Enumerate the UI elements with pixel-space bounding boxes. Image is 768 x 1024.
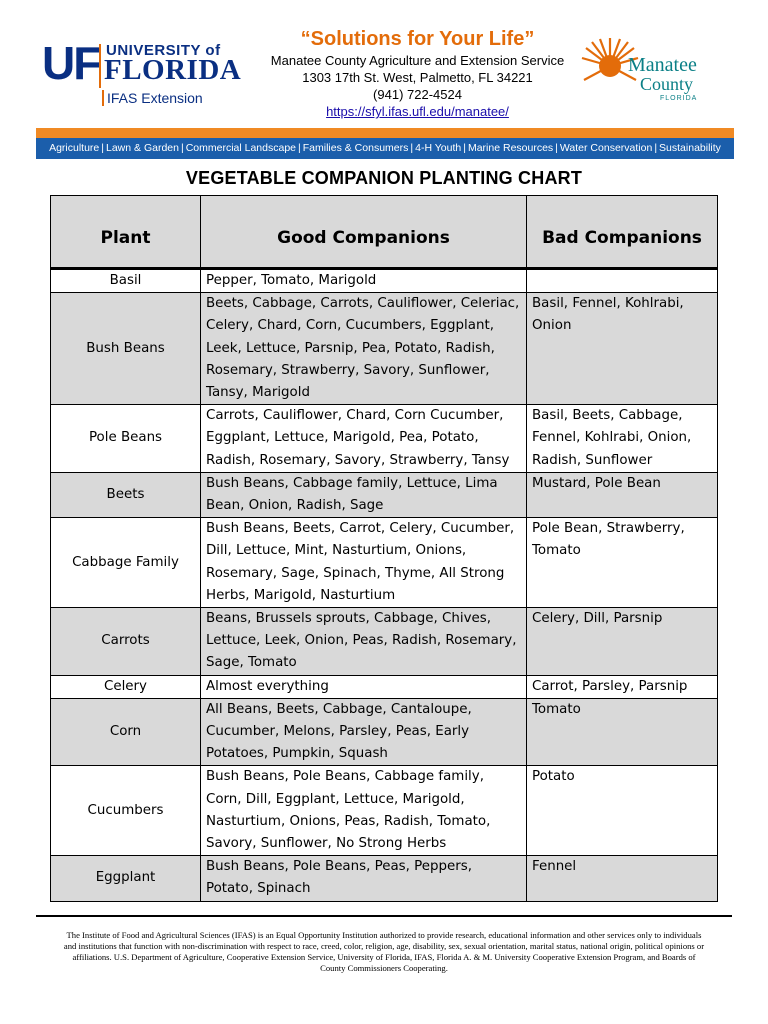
manatee-county-logo xyxy=(580,36,710,110)
office-name: Manatee County Agriculture and Extension Service xyxy=(270,53,565,68)
good-companions-cell: Pepper, Tomato, Marigold xyxy=(201,269,527,293)
nav-separator: | xyxy=(101,142,104,154)
bad-companions-cell: Celery, Dill, Parsnip xyxy=(527,608,718,676)
office-website-link[interactable]: https://sfyl.ifas.ufl.edu/manatee/ xyxy=(326,104,509,119)
good-companions-cell: Beets, Cabbage, Carrots, Cauliflower, Celeriac, Celery, Chard, Corn, Cucumbers, Eggplant, Leek, Lettuce, Parsnip, Pea, Potato, Radish, Rosemary, Strawberry, Savory, Sunflower, Tansy, Marigold xyxy=(201,293,527,405)
table-row xyxy=(51,766,718,856)
office-info xyxy=(255,26,580,120)
nav-separator: | xyxy=(410,142,414,154)
bad-companions-cell: Potato xyxy=(527,766,718,856)
bad-companions-cell: Carrot, Parsley, Parsnip xyxy=(527,675,718,698)
plant-cell: Bush Beans xyxy=(51,293,201,405)
table-row xyxy=(51,608,718,676)
program-nav-bar xyxy=(36,128,734,159)
table-row xyxy=(51,293,718,405)
county-logo-county: County xyxy=(640,74,694,94)
plant-cell: Eggplant xyxy=(51,856,201,901)
good-companions-cell: Bush Beans, Pole Beans, Cabbage family, Corn, Dill, Eggplant, Lettuce, Marigold, Nasturtium, Onions, Peas, Radish, Tomato, Savory, Sunflower, No Strong Herbs xyxy=(201,766,527,856)
nav-separator: | xyxy=(654,142,658,154)
uf-logo-divider xyxy=(99,44,101,88)
plant-cell: Basil xyxy=(51,269,201,293)
nav-separator: | xyxy=(298,142,301,154)
table-row xyxy=(51,518,718,608)
bad-companions-cell: Basil, Beets, Cabbage, Fennel, Kohlrabi, Onion, Radish, Sunflower xyxy=(527,405,718,473)
table-row xyxy=(51,698,718,766)
nav-separator: | xyxy=(555,142,558,154)
plant-cell: Cabbage Family xyxy=(51,518,201,608)
nav-item[interactable]: Sustainability xyxy=(659,142,721,154)
plant-cell: Carrots xyxy=(51,608,201,676)
uf-monogram: UF xyxy=(42,37,100,89)
plant-cell: Corn xyxy=(51,698,201,766)
nav-item[interactable]: Water Conservation xyxy=(559,142,653,154)
nav-item[interactable]: Commercial Landscape xyxy=(185,142,297,154)
bad-companions-cell: Mustard, Pole Bean xyxy=(527,472,718,517)
nav-separator: | xyxy=(180,142,184,154)
good-companions-cell: All Beans, Beets, Cabbage, Cantaloupe, Cucumber, Melons, Parsley, Peas, Early Potatoes, Pumpkin, Squash xyxy=(201,698,527,766)
table-header-row xyxy=(51,196,718,269)
nav-item[interactable]: Agriculture xyxy=(49,142,100,154)
good-companions-cell: Carrots, Cauliflower, Chard, Corn Cucumber, Eggplant, Lettuce, Marigold, Pea, Potato, Radish, Rosemary, Savory, Strawberry, Tansy xyxy=(201,405,527,473)
nav-accent-stripe xyxy=(36,128,734,138)
plant-cell: Celery xyxy=(51,675,201,698)
table-row xyxy=(51,472,718,517)
nav-item[interactable]: Marine Resources xyxy=(467,142,554,154)
bad-companions-cell: Pole Bean, Strawberry, Tomato xyxy=(527,518,718,608)
program-areas-list xyxy=(36,138,734,159)
uf-ifas-logo xyxy=(42,37,247,110)
office-phone: (941) 722-4524 xyxy=(373,87,462,102)
good-companions-cell: Bush Beans, Beets, Carrot, Celery, Cucumber, Dill, Lettuce, Mint, Nasturtium, Onions, Rosemary, Sage, Spinach, Thyme, All Strong Herbs, Marigold, Nasturtium xyxy=(201,518,527,608)
good-companions-cell: Bush Beans, Pole Beans, Peas, Peppers, Potato, Spinach xyxy=(201,856,527,901)
column-header-good-companions: Good Companions xyxy=(201,196,527,269)
good-companions-cell: Bush Beans, Cabbage family, Lettuce, Lima Bean, Onion, Radish, Sage xyxy=(201,472,527,517)
column-header-bad-companions: Bad Companions xyxy=(527,196,718,269)
good-companions-cell: Almost everything xyxy=(201,675,527,698)
plant-cell: Beets xyxy=(51,472,201,517)
uf-university-text: UNIVERSITY of xyxy=(106,42,221,59)
nav-separator: | xyxy=(463,142,466,154)
table-row xyxy=(51,269,718,293)
table-row xyxy=(51,856,718,901)
page-header xyxy=(0,0,768,130)
county-logo-manatee: Manatee xyxy=(628,54,697,76)
county-logo-florida: FLORIDA xyxy=(660,95,698,102)
bad-companions-cell: Basil, Fennel, Kohlrabi, Onion xyxy=(527,293,718,405)
office-address: 1303 17th St. West, Palmetto, FL 34221 xyxy=(302,70,533,85)
table-row xyxy=(51,675,718,698)
nav-item[interactable]: Lawn & Garden xyxy=(106,142,179,154)
bad-companions-cell: Tomato xyxy=(527,698,718,766)
bad-companions-cell xyxy=(527,269,718,293)
tagline: “Solutions for Your Life” xyxy=(300,28,535,50)
ifas-extension-text: IFAS Extension xyxy=(102,90,203,106)
plant-cell: Pole Beans xyxy=(51,405,201,473)
plant-cell: Cucumbers xyxy=(51,766,201,856)
page-title: VEGETABLE COMPANION PLANTING CHART xyxy=(185,168,583,188)
good-companions-cell: Beans, Brussels sprouts, Cabbage, Chives, Lettuce, Leek, Onion, Peas, Radish, Rosemary, Sage, Tomato xyxy=(201,608,527,676)
nav-item[interactable]: 4-H Youth xyxy=(415,142,462,154)
footer-divider xyxy=(36,915,732,917)
bad-companions-cell: Fennel xyxy=(527,856,718,901)
companion-planting-table xyxy=(50,195,718,902)
equal-opportunity-statement: The Institute of Food and Agricultural Sciences (IFAS) is an Equal Opportunity Institution authorized to provide research, educational information and other services only to individuals and institutions that function with non-discrimination with respect to race, creed, color, religion, age, disability, sex, sexual orientation, marital status, national origin, political opinions or affiliations. U.S. Department of Agriculture, Cooperative Extension Service, University of Florida, IFAS, Florida A. & M. University Cooperative Extension Program, and Boards of County Commissioners Cooperating. xyxy=(63,930,705,973)
table-row xyxy=(51,405,718,473)
uf-florida-text: FLORIDA xyxy=(104,54,242,86)
nav-item[interactable]: Families & Consumers xyxy=(302,142,409,154)
column-header-plant: Plant xyxy=(51,196,201,269)
table-body xyxy=(51,269,718,902)
